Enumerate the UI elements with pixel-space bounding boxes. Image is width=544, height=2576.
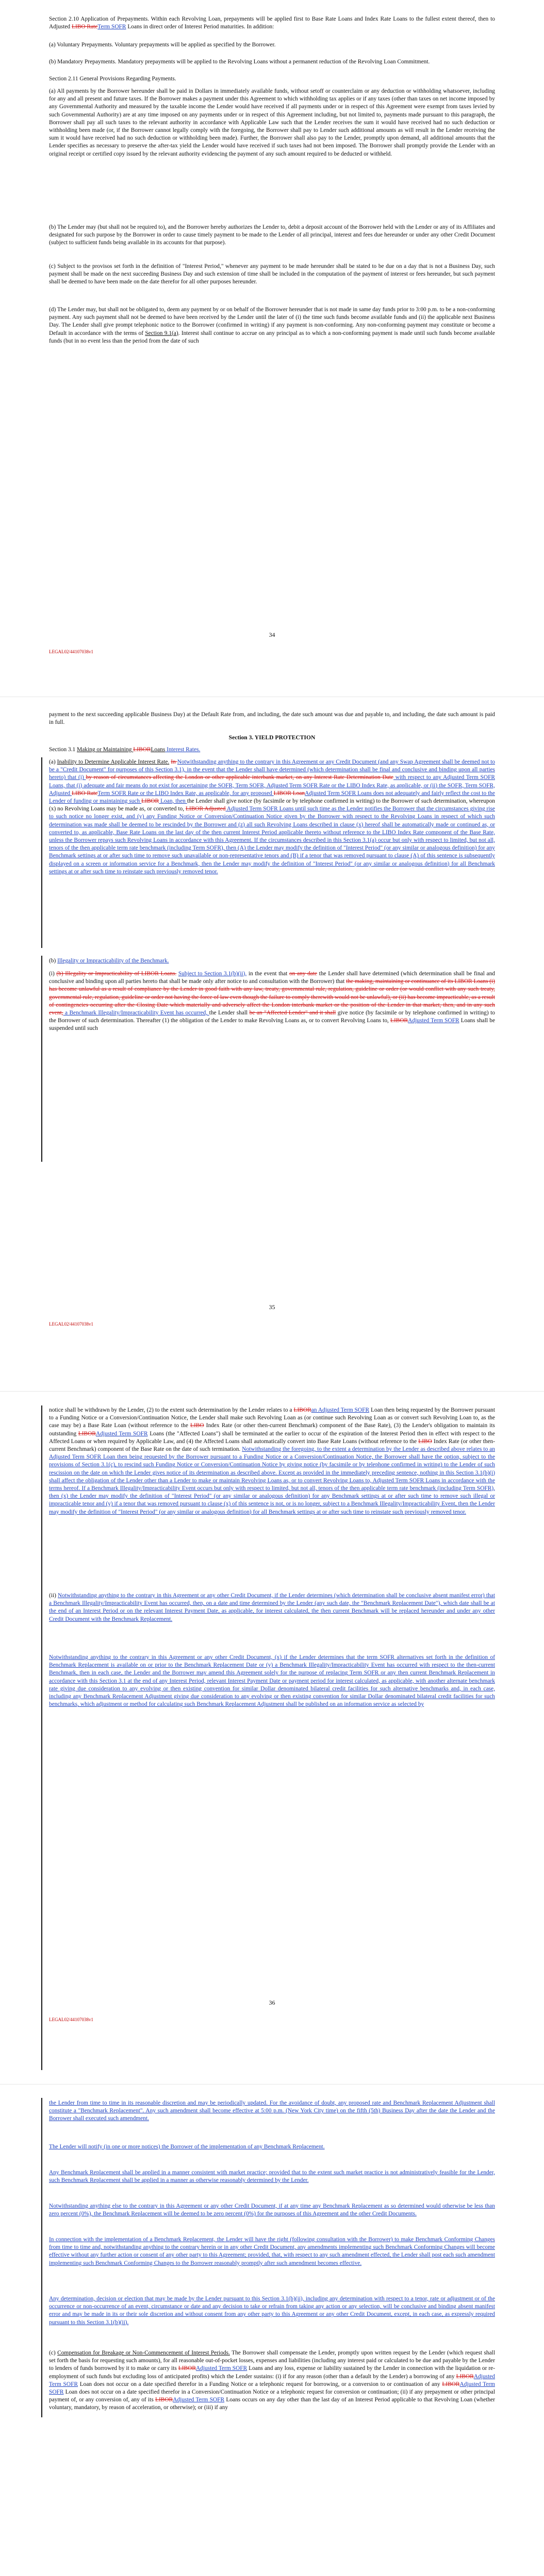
- text-run: Inability to Determine Applicable Interest Rate.: [57, 759, 170, 765]
- inserted-text: In connection with the implementation of a Benchmark Replacement, the Lender will have the right (following consultation with the Borrower) to make Benchmark Conforming Changes from time to time and, notwithstanding anything to the contrary herein or in any other Credit Document, any amendments implementing such Benchmark Conforming Changes will become effective without any further action or consent of any other party to this Agreement; provided, that, with respect to any such amendment effected, the Lender shall post each such amendment implementing such Benchmark Conforming Changes to the Borrower reasonably promptly after such amendment becomes effective.: [49, 2236, 495, 2266]
- inserted-text: the Lender from time to time in its reasonable discretion and may be periodically updated. For the avoidance of doubt, any proposed rate and Benchmark Replacement Adjustment shall constitute a "Benchmark Replacement". Any such amendment shall become effective at 5:00 p.m. (New York City time) on the fifth (5th) Business Day after the date the Lender and the Borrower shall executed such amendment.: [49, 2100, 495, 2122]
- text-run: payment to the next succeeding applicable Business Day) at the Default Rate from, and including, the date such amount was due and payable to, and including, the date such amount is paid in full.: [49, 711, 495, 726]
- text-run: . Interest shall continue to accrue on any principal as to which a non-conforming payment is made until such funds become available funds (but in no event less than the period from the date of such: [49, 330, 495, 344]
- text-run: (d) The Lender may, but shall not be obligated to, deem any payment by or on behalf of the Borrower hereunder that is not made in same day funds prior to 3:00 p.m. to be a non-conforming payment. Any such payment shall not be deemed to have been received by the Lender until the later of (i) the time such funds become available funds and (ii) the applicable next Business Day. The Lender shall give prompt telephonic notice to the Borrower (confirmed in writing) if any payment is non-conforming. Any non-conforming payment may constitute or become a Default in accordance with the terms of: [49, 307, 495, 336]
- document-legend: LEGAL02/44107038v1: [49, 1321, 93, 1327]
- text-run: the Lender shall: [209, 1010, 250, 1016]
- inserted-text: Any Benchmark Replacement shall be applied in a manner consistent with market practice; provided that to the extent such market practice is not administratively feasible for the Lender, such Benchmark Replacement shall be applied in a manner as otherwise reasonably determined by the Lender.: [49, 2170, 495, 2184]
- text-run: (a) All payments by the Borrower hereunder shall be paid in Dollars in immediately available funds, without setoff or counterclaim or any deduction or withholding whatsoever, including for any and all present and future taxes. If the Borrower makes a payment under this Agreement to which withholding tax applies or if any taxes (other than taxes on net income imposed by any Governmental Authority and measured by the taxable income the Lender would have received if all payments under or in respect of this Agreement were exempt from taxes levied by such Governmental Authority) are at any time imposed on any payments under or in respect of this Agreement including, but not limited to, payments made pursuant to this paragraph, the Borrower shall pay all such taxes to the relevant authority in accordance with Applicable Law such that the Lender receives the sum it would have received had no such deduction or withholding been made (or, if the Borrower cannot legally comply with the foregoing, the Borrower shall pay to Lender such additional amounts as will result in the Lender receiving the sum it would have received had no such deduction or withholding been made). Further, the Borrower shall also pay to the Lender, promptly upon demand, all additional amounts that the Lender specifies as necessary to preserve the after-tax yield the Lender would have received if such taxes had not been imposed. The Borrower shall promptly provide the Lender with an original receipt or certified copy issued by the relevant authority evidencing the payment of any such amount required to be deducted or withheld.: [49, 88, 495, 157]
- text-run: (a): [49, 759, 57, 765]
- text-run: Loan then being requested by the Borrower pursuant to a Funding Notice or a Conversion/Continuation Notice, the Lender shall make such Revolving Loan as (or continue such Revolving Loan as or convert such Revolving Loan to, as the case may be) a Base Rate Loan (without reference to the: [49, 1407, 496, 1429]
- text-run: (c): [49, 2350, 58, 2356]
- inserted-text: Interest Rates.: [165, 747, 201, 753]
- text-run: Loans and any loss, expense or liability sustained by the Lender in connection with the liquidation or re-employment of such funds but excluding loss of anticipated profits) which the Lender sustains: (i) if for any reason (other than a default by the Lender) a borrowing of any: [49, 2365, 496, 2380]
- inserted-text: Adjusted Term SOFR Loans until such time as the Lender notifies the Borrower that the circumstances giving rise to such notice no longer exist, and (y) any Funding Notice or Conversion/Continuation Notice given by the Borrower with respect to the Revolving Loans in respect of which such determination was made shall be deemed to be rescinded by the Borrower and (z) all such Revolving Loans described in clause (x) hereof shall be automatically made or continued as, or converted to, as applicable, Base Rate Loans on the last day of the then current Interest Period applicable thereto without reference to the LIBO Index Rate component of the Base Rate,: [49, 806, 495, 836]
- market-practice-paragraph: [49, 2169, 495, 2184]
- text-run: Loan does not occur on a date specified therefor in a Funding Notice or a telephonic request for borrowing, or a conversion to or continuation of any: [78, 2381, 442, 2387]
- change-bar: [41, 2098, 42, 2417]
- deleted-text: LIBOR Adjusted: [185, 806, 226, 812]
- notification-paragraph: [49, 2143, 495, 2151]
- inserted-text: Notwithstanding anything else to the contrary in this Agreement or any other Credit Document, if at any time any Benchmark Replacement as so determined would otherwise be less than zero percent (0%), the Benchmark Replacement will be deemed to be zero percent (0%) for the purposes of this Agreement and the other Credit Documents.: [49, 2203, 495, 2217]
- inserted-text: Any determination, decision or election that may be made by the Lender pursuant to this Section 3.1(b)(ii), including any determination with respect to a tenor, rate or adjustment or of the occurrence or non-occurrence of an event, circumstance or date and any decision to take or refrain from taking any action or any selection, will be conclusive and binding absent manifest error and may be made in its or their sole discretion and without consent from any other party to this Agreement or any other Credit Document, except, in each case, as expressly required pursuant to this Section 3.1(b)(ii).: [49, 2296, 495, 2326]
- text-run: Compensation for Breakage or Non-Commencement of Interest Periods.: [57, 2350, 230, 2356]
- breakage-compensation-paragraph: [49, 2349, 495, 2412]
- page-number: 36: [269, 1999, 275, 2006]
- text-run: (ii): [49, 1592, 58, 1599]
- text-run: in the event that: [246, 971, 289, 977]
- inserted-text: Adjusted Term SOFR: [408, 1018, 459, 1024]
- deleted-text: LIBO Rate: [72, 790, 98, 796]
- deleted-text: the making, maintaining or continuance of its LIBOR Loans (i) has become unlawful as a result of compliance by the Lender in good faith with any law, treaty, governmental rule, regulation, guideline or order (or would conflict with any such treaty, governmental rule, regulation, guideline or order not having the force of law even though the failure to comply therewith would not be unlawful), or (ii) has become impracticable, as a result of contingencies occurring after the Closing Date which materially and adversely affect the London interbank market or the position of the Lender in that market, then, and in any such event,: [49, 978, 496, 1016]
- determination-paragraph: [49, 2295, 495, 2327]
- document-legend: LEGAL02/44107038v1: [49, 649, 93, 654]
- benchmark-publication-paragraph: [49, 2099, 495, 2123]
- inserted-text: Notwithstanding anything to the contrary in this Agreement or any other Credit Document, if the Lender determines (which determination shall be conclusive absent manifest error) that a Benchmark Illegality/Impracticability Event has occurred, then, on a date and time determined by the Lender (any such date, the "Benchmark Replacement Date"), which date shall be at the end of an Interest Period or on the relevant Interest Payment Date, as applicable, for interest calculated, the then current Benchmark will be replaced hereunder and under any other Credit Document with the Benchmark Replacement.: [49, 1592, 495, 1622]
- deleted-text: (b) Illegality or Impracticability of LIBOR Loans.: [56, 971, 177, 977]
- text-run: (b) Mandatory Prepayments. Mandatory prepayments will be applied to the Revolving Loans without a permanent reduction of the Revolving Loan Commitment.: [49, 59, 430, 65]
- deleted-text: LIBO: [190, 1422, 204, 1429]
- section-2-11-heading: [49, 75, 495, 83]
- illegality-heading: [49, 957, 495, 965]
- inserted-text: Term SOFR Rate or the LIBO Index Rate, as applicable, for any proposed: [97, 790, 274, 796]
- illegality-paragraph-i-continued: [49, 1406, 495, 1516]
- illegality-paragraph-i: [49, 970, 495, 1033]
- text-run: Section 3.1: [49, 747, 77, 753]
- mandatory-prepayments-paragraph: [49, 58, 495, 66]
- deleted-text: LIBO Rate: [71, 24, 98, 30]
- change-bar: [41, 1405, 42, 2070]
- text-run: (a) Voluntary Prepayments. Voluntary prepayments will be applied as specified by the Borrower.: [49, 42, 276, 48]
- text-run: Loans in direct order of Interest Period maturities. In addition:: [126, 24, 274, 30]
- payments-paragraph-a: [49, 88, 495, 158]
- inserted-text: Subject to Section 3.1(b)(ii),: [178, 971, 247, 977]
- deleted-text: LIBOR: [178, 2365, 196, 2372]
- deleted-text: LIBOR: [456, 2373, 474, 2380]
- text-run: Making or Maintaining: [77, 747, 134, 753]
- inserted-text: a Benchmark Illegality/Impracticability Event has occurred,: [63, 1010, 209, 1016]
- deleted-text: LIBO: [418, 1438, 432, 1445]
- deleted-text: LIBOR: [155, 2397, 173, 2403]
- inserted-text: Notwithstanding the foregoing, to the extent a determination by the Lender as described above relates to an Adjusted Term SOFR Loan then being requested by the Borrower pursuant to a Funding Notice or a Conversion/Continuation Notice, the Borrower shall have the option, subject to the provisions of Section 3.1(c), to rescind such Funding Notice or Conversion/Continuation Notice by giving notice (by facsimile or by telephone confirmed in writing) to the Lender of such rescission on the date on which the Lender gives notice of its determination as described above. Except as provided in the immediately preceding sentence, nothing in this Section 3.1(b)(i) shall affect the obligation of the Lender other than a Lender to make or maintain Revolving Loans as, or to convert Revolving Loans to, Adjusted Term SOFR Loans in accordance with the terms hereof. If a Benchmark Illegality/Impracticability Event occurs but only with respect to limited, but not all, tenors of the then applicable term rate benchmark (including Term SOFR), then (x) the Lender may modify the definition of "Interest Period" (or any similar or analogous definition) for any Benchmark settings at or after such time to remove such illegal or impracticable tenor and (y) if a tenor that was removed pursuant to clause (x) of this sentence is not, or is no longer, subject to a Benchmark Illegality/Impracticability Event, then the Lender may modify the definition of "Interest Period" (or any similar or analogous definition) for all Benchmark settings at or after such time to reinstate such previously removed tenor.: [49, 1446, 495, 1515]
- deleted-text: LIBOR: [390, 1018, 408, 1024]
- section-3-heading: Section 3. YIELD PROTECTION: [228, 734, 316, 741]
- inserted-text: unless the Borrower repays such Revolving Loans in accordance with this Agreement.: [49, 837, 253, 844]
- section-3-1-heading: [49, 746, 495, 754]
- deleted-text: LIBOR: [141, 798, 159, 805]
- text-run: Loan does not occur on a date specified therefor in a Conversion/Continuation Notice or a telephonic request for conversion or continuation; (ii) if any prepayment or other principal payment of, or any conversion of, any of its: [49, 2389, 495, 2403]
- conforming-changes-paragraph: [49, 2236, 495, 2267]
- payments-paragraph-d-continued: [49, 711, 495, 726]
- text-run: the Lender shall have determined (which determination shall be final and conclusive and binding upon all parties hereto that shall be made only after notice to and consultation with the Borrower) that: [49, 971, 495, 985]
- deleted-text: on any date: [289, 971, 318, 977]
- text-run: (b): [49, 958, 58, 964]
- deleted-text: by reason of circumstances affecting the London or other applicable interbank market, on any Interest Rate Determination Date: [86, 774, 393, 781]
- text-run: (b) The Lender may (but shall not be required to), and the Borrower hereby authorizes the Lender to, debit a deposit account of the Borrower held with the Lender or any of its Affiliates and designated for such purpose by the Borrower in order to cause timely payment to be made to the Lender of all principal, interest and fees due hereunder or under any other Credit Document (subject to sufficient funds being available in its accounts for that purpose).: [49, 224, 495, 246]
- inserted-text: If the circumstances described in this Section 3.1(a) occur but only with respect to limited, but not all, tenors of the then applicable term rate benchmark (including Term SOFR), then (A) the Lender may modify the definition of "Interest Period" (or any similar or analogous definition) for any Benchmark settings at or after such time to remove such unavailable or non-representative tenors and (B) if a tenor that was removed pursuant to clause (A) of this sentence is subsequently displayed on a screen or information service for a Benchmark, then the Lender may modify the definition of "Interest Period" (or any similar or analogous definition) for all Benchmark settings at or after such time to reinstate such previously removed tenor.: [49, 837, 495, 875]
- inserted-text: Adjusted Term SOFR: [49, 2381, 495, 2396]
- page-separator: [0, 1391, 544, 1392]
- section-2-10-paragraph: [49, 15, 495, 31]
- text-run: Section 9.1(a): [145, 330, 178, 336]
- inserted-text: Adjusted Term SOFR: [195, 2365, 248, 2372]
- text-run: Index Rate (or other then-current Benchmark) component of the Base Rate), (3) the Lender's obligation to maintain its outstanding: [49, 1422, 495, 1437]
- inserted-text: The Lender will notify (in one or more notices) the Borrower of the implementation of any Benchmark Replacement.: [49, 2144, 325, 2150]
- inserted-text: Illegality or Impracticability of the Benchmark.: [57, 958, 169, 964]
- deleted-text: be an "Affected Lender" and it shall: [249, 1010, 336, 1016]
- deleted-text: LIBOR Loan: [273, 790, 305, 796]
- inserted-text: Notwithstanding anything to the contrary in this Agreement or any other Credit Document, (x) if the Lender determines that the term SOFR alternatives set forth in the definition of Benchmark Replacement is available on or prior to the Benchmark Replacement Date or (y) a Benchmark Illegality/Impracticability Event has occurred with respect to the then-current Benchmark, then in each case, the Lender and the Borrower may amend this Agreement solely for the purpose of replacing Term SOFR or any then current Benchmark Replacement in accordance with this Section 3.1 at the end of any Interest Period, relevant Interest Payment Date or payment period for interest calculated, as applicable, with another alternate benchmark rate giving due consideration to any evolving or then existing convention for similar Dollar denominated bilateral credit facilities for such alternative benchmarks and, in each case, including any Benchmark Replacement Adjustment giving due consideration to any evolving or then existing convention for similar Dollar denominated bilateral credit facilities for such benchmarks, which adjustment or method for calculating such Benchmark Replacement Adjustment shall be published on an information service as selected by: [49, 1654, 495, 1708]
- inserted-text: Loan, then: [159, 798, 187, 805]
- text-run: (i): [49, 971, 57, 977]
- page-number: 35: [269, 1303, 275, 1311]
- zero-floor-paragraph: [49, 2202, 495, 2218]
- text-run: Loans: [151, 747, 166, 753]
- benchmark-replacement-paragraph-ii: [49, 1592, 495, 1623]
- deleted-text: In: [171, 759, 177, 765]
- deleted-text: LIBOR: [442, 2381, 460, 2387]
- inserted-text: Adjusted Term SOFR: [173, 2397, 225, 2403]
- text-run: Loans occurs on any day other than the last day of an Interest Period applicable to that Revolving Loan (whether voluntary, mandatory, by reason of acceleration, or otherwise); or (iii) if any: [49, 2397, 495, 2411]
- payments-paragraph-b: [49, 224, 495, 247]
- payments-paragraph-c: [49, 263, 495, 286]
- text-run: notice shall be withdrawn by the Lender, (2) to the extent such determination by the Lender relates to a: [49, 1407, 294, 1413]
- deleted-text: LIBOR: [293, 1407, 311, 1413]
- term-sofr-alternative-paragraph: [49, 1654, 495, 1708]
- deleted-text: LIBOR: [78, 1430, 96, 1437]
- inserted-text: Adjusted Term SOFR: [95, 1430, 148, 1437]
- inserted-text: with respect to any Adjusted Term SOFR Loans, that (i) adequate and fair means do not exist for ascertaining the SOFR, Term SOFR, Adjusted Term SOFR Rate or the LIBO Index Rate, as applicable, or (ii) the SOFR, Term SOFR, Adjusted: [49, 774, 496, 796]
- page-number: 34: [269, 631, 275, 638]
- voluntary-prepayments-paragraph: [49, 41, 495, 49]
- inserted-text: Notwithstanding anything to the contrary in this Agreement or any Credit Document (and any Swap Agreement shall be deemed not to be a "Credit Document" for purposes of this Section 3.1), in the event that the Lender shall have determined (which determination shall be final and conclusive and binding upon all parties hereto) that (i): [49, 759, 495, 781]
- text-run: The Borrower shall compensate the Lender, promptly upon written request by the Lender (which request shall set forth the basis for requesting such amounts), for all reasonable out-of-pocket losses, expenses and liabilities (including any interest paid or calculated to be due and payable by the Lender to lenders of funds borrowed by it to make or carry its: [49, 2350, 495, 2372]
- text-run: Section 2.11 General Provisions Regarding Payments.: [49, 76, 176, 82]
- text-run: the Lender shall give notice (by facsimile or by telephone confirmed in writing) to the Borrower of such determination, whereupon (x) no Revolving Loans may be made as, or converted to,: [49, 798, 495, 812]
- inserted-text: Adjusted Term SOFR Loans does not adequately and fairly reflect the cost to the Lender of funding or maintaining such: [49, 790, 495, 805]
- document-legend: LEGAL02/44107038v1: [49, 2017, 93, 2022]
- change-bar: [41, 956, 42, 1162]
- inserted-text: an Adjusted Term SOFR: [311, 1407, 370, 1413]
- text-run: Loans (the "Affected Loans") shall be terminated at the earlier to occur of the expiration of the Interest Period then in effect with respect to the Affected Loans or when required by Applicable Law, and (4) the Affected Loans shall automatically convert into Base Rate Loans (without reference to the: [49, 1430, 495, 1445]
- text-run: Loans shall be suspended until such: [49, 1018, 496, 1032]
- inserted-text: Term SOFR: [97, 24, 126, 30]
- payments-paragraph-d: [49, 306, 495, 345]
- inserted-text: Adjusted Term SOFR: [49, 2373, 495, 2387]
- text-run: Section 2.10 Application of Prepayments. Within each Revolving Loan, prepayments will be applied first to Base Rate Loans and Index Rate Loans to the fullest extent thereof, then to Adjusted: [49, 16, 495, 30]
- text-run: (c) Subject to the provisos set forth in the definition of "Interest Period," whenever any payment to be made hereunder shall be stated to be due on a day that is not a Business Day, such payment shall be made on the next succeeding Business Day and such extension of time shall be included in the computation of the payment of interest or fees hereunder, but such payment shall be deemed to have been made on the date therefor for all other purposes hereunder.: [49, 263, 495, 285]
- inability-to-determine-paragraph: [49, 758, 495, 876]
- text-run: Index Rate (or other then-current Benchmark) component of the Base Rate on the date of such termination.: [49, 1438, 496, 1453]
- deleted-text: LIBOR: [133, 747, 151, 753]
- text-run: give notice (by facsimile or by telephone confirmed in writing) to the Borrower of such determination. Thereafter (1) the obligation of the Lender to make Revolving Loans as, or to convert Revolving Loans to,: [49, 1010, 495, 1024]
- change-bar: [41, 757, 42, 948]
